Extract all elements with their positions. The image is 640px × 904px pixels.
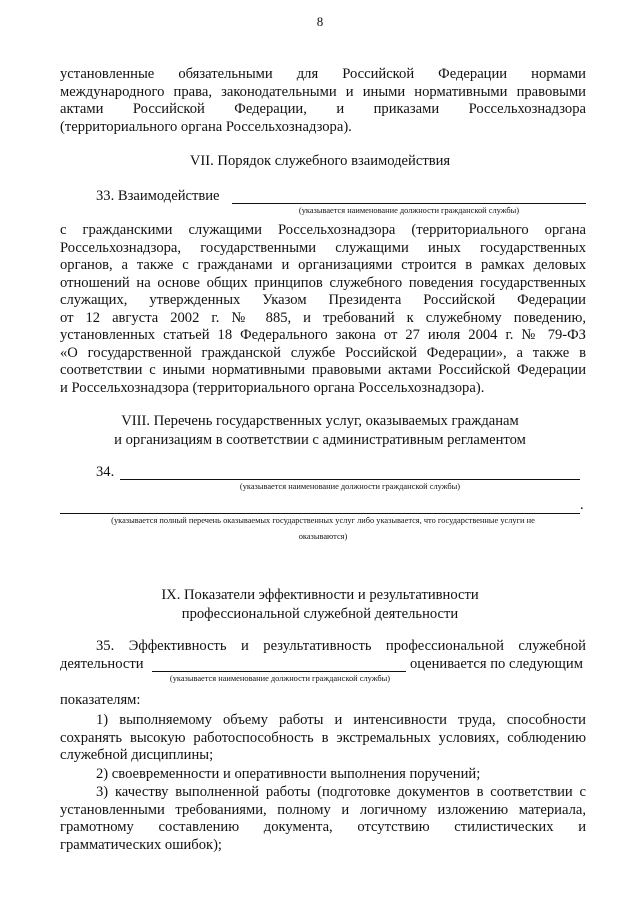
item-34-caption: (указывается наименование должности гражданской службы)	[239, 482, 461, 491]
intro-line: установленные обязательными для Российской Федерации нормами	[60, 66, 586, 82]
services-list-blank-line	[60, 513, 580, 514]
body-line: соответствии с иными нормативными правовыми актами Российской Федерации	[60, 362, 586, 378]
body-line: установленных статьей 18 Федерального закона от 27 июля 2004 г. № 79-ФЗ	[60, 327, 586, 343]
point-3-line: грамотному составлению документа, отсутствию стилистических и	[60, 819, 586, 835]
item-33-label: 33. Взаимодействие	[96, 188, 220, 204]
item-35-line1	[96, 638, 586, 656]
section-9-title-line2: профессиональной служебной деятельности	[181, 606, 459, 622]
point-3-line: грамматических ошибок);	[60, 836, 222, 853]
item-35-blank-line	[152, 671, 406, 672]
point-3-line: 3) качеству выполненной работы (подготовке документов в соответствии с	[96, 784, 586, 800]
body-line: Россельхознадзора, государственными служащими иных государственных	[60, 239, 586, 256]
point-1-line: 1) выполняемому объему работы и интенсивности труда, способности	[96, 712, 586, 728]
section-7-title: VII. Порядок служебного взаимодействия	[189, 153, 451, 169]
point-3-line: установленными требованиями, полному и логичному изложению материала,	[60, 801, 586, 818]
point-1	[60, 712, 586, 765]
body-line: отношений на основе общих принципов служебного поведения государственных	[60, 274, 586, 291]
item-34-label: 34.	[96, 464, 115, 480]
item-33-caption: (указывается наименование должности гражданской службы)	[298, 206, 520, 215]
page-number: 8	[316, 14, 324, 29]
services-list-end-mark: .	[580, 497, 584, 513]
point-1-line: служебной дисциплины;	[60, 747, 214, 763]
point-1-line: сохранять высокую работоспособность в экстремальных условиях, соблюдению	[60, 729, 586, 746]
services-list-caption-line1: (указывается полный перечень оказываемых государственных услуг либо указывается, что государственные услуги не	[111, 516, 535, 525]
section-7-body	[60, 222, 586, 397]
body-line: и Россельхознадзора (территориального органа Россельхознадзора).	[60, 379, 485, 396]
body-line: органов, а также с гражданами и организациями строится в рамках деловых	[60, 257, 586, 273]
item-35-text: 35. Эффективность и результативность профессиональной служебной	[96, 638, 586, 654]
intro-line: международного права, законодательными и иными нормативными правовыми	[60, 83, 586, 100]
body-line: с гражданскими служащими Россельхознадзора (территориального органа	[60, 222, 586, 238]
item-33-blank-line	[232, 203, 586, 204]
section-9-title-line1: IX. Показатели эффективности и результативности	[161, 587, 479, 603]
section-8-title-line1: VIII. Перечень государственных услуг, оказываемых гражданам	[121, 413, 519, 429]
item-34-blank-line	[120, 479, 580, 480]
item-35-caption: (указывается наименование должности гражданской службы)	[169, 674, 391, 683]
item-35-suffix: оценивается по следующим	[410, 656, 583, 672]
body-line: «О государственной гражданской службе Российской Федерации», а также в	[60, 344, 586, 361]
body-line: от 12 августа 2002 г. № 885, и требований к служебному поведению,	[60, 309, 586, 326]
services-list-caption-line2: оказываются)	[298, 532, 348, 541]
item-35-prefix: деятельности	[60, 656, 144, 672]
point-2: 2) своевременности и оперативности выполнения поручений;	[96, 766, 481, 782]
item-35-continuation: показателям:	[60, 692, 141, 708]
intro-line: (территориального органа Россельхознадзора).	[60, 118, 352, 135]
section-8-title-line2: и организациям в соответствии с административным регламентом	[114, 432, 526, 448]
intro-line: актами Российской Федерации, и приказами Россельхознадзора	[60, 101, 586, 117]
body-line: служащих, утвержденных Указом Президента Российской Федерации	[60, 292, 586, 308]
point-3	[60, 784, 586, 854]
intro-paragraph	[60, 66, 586, 136]
